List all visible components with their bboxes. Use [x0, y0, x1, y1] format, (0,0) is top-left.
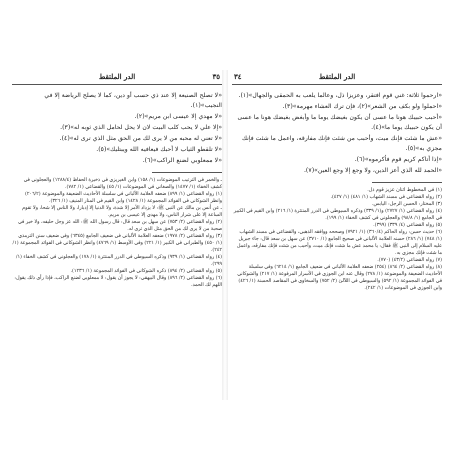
left-running-title: الدر الملتقط — [98, 72, 136, 81]
hadith-line: «لا تعني له محبه من لا يرى لك من الحق مثل الذي ترى له»(٤). — [59, 135, 222, 142]
footnote: ٣) رواه القضاعي (٢/ ١٩٧٨) ضعفه العلامة الألباني في ضعيف الجامع (٦٣٤٥) وفي ضعيف سنن الترمذي ١/ ٤٥٠) والطبراني في الكبير (١/ ٢٢١) وفي الأوسط (١/ ٤٧٦٩) وانظر الشوكاني في الفوائد المجموعة (١/ ٢٤٢). — [12, 234, 222, 253]
right-page-number: ٣٤ — [234, 72, 242, 81]
footnote: (٤) رواه القضاعي (١/ ٢٧٢٧) و(١/ ٣٣٩) وذكره السيوطي في الدرر المنتثرة (١/ ٢١٦) وابن القيم في الكبير في الجامع (١/ ٩٨/٨) والعجلوني في كشف الخفاء (١/ ١٩٩). — [233, 209, 442, 221]
hadith-line: «الحمد لله الذي أعز الدين، ولا وجع إلا وجع العين»(٧). — [303, 167, 442, 174]
footnote: ٤) رواه القضاعي (١/ ٩٣٩) وذكره السيوطي في الدرر المنتثرة (١/ ١٧٨) والعجلوني في كشف الخفاء (١/ ٢٩٩). — [15, 255, 222, 267]
left-page-number: ٣٥ — [212, 72, 220, 81]
hadith-line: «أحبب حبيبك هونا ما عسى أن يكون بغيضك يوما ما وأبغض بغيضك هونا ما عسى أن يكون حبيبك يوما ما»(٤). — [237, 114, 442, 131]
footnote: (٧) رواه القضاعي (٤٣/٢) (٧٧٠). — [377, 258, 442, 263]
left-page-header — [12, 70, 222, 85]
left-page — [12, 70, 222, 400]
hadith-line: «لا تلقطو الثياب لا أحبك فيعافيه الله ويبتليك»(٥). — [96, 146, 222, 153]
hadith-line: «إذا أتاكم كريم قوم فأكرموه»(٦). — [354, 156, 442, 163]
footnote: (٢) رواه القضاعي في مسند الشهاب (١/ ٤٨١) (١/ ٤٢٧). — [330, 195, 442, 200]
footnote: ـ عن أنس بن مالك عن النبي ﷺ: لا يزداد الأمر إلا شدة، ولا الدنيا إلا إدبارا، ولا الناس إلا شحا، ولا تقوم الساعة إلا على شرار الناس، ولا مهدي إلا عيسى بن مريم. — [22, 206, 222, 218]
hadith-line: «ارحموا ثلاثة: غني قوم افتقر، وعزيزا ذل، وعالما يلعب به الحمقى والجهال»(١). — [238, 92, 442, 99]
footnote: ٥) رواه القضاعي (٢/ ٨٩٤) ذكره الشوكاني في الفوائد المجموعة (١/ ١٢٣٦). — [70, 269, 221, 274]
right-running-title: الدر الملتقط — [318, 72, 356, 81]
left-footnotes — [12, 177, 222, 289]
right-main-text — [232, 85, 442, 176]
hadith-line: «لا ممعلوبي لضنع الراكب»(٦). — [142, 157, 222, 164]
footnote: (٨) رواه القضاعي (٢/ ٨٦٤) (٢٥٤) ضعفه العلامة الألباني في ضعيف الجامع (١/ ٦٢١٤) وفي سلسلة الأحاديث الضعيفة والموضوعة (١/ ٢٧٨) وقال عنه ابن الجوزي في الأسرار المرفوعة (١/ ٢١٧) والشوكاني في الفوائد المجموعة (١/ ٥٩٢) والسيوطي في اللآلئ (٢/ ٧٥٢) والسخاوي في المقاصد الحسنة (١/ ٤٢٦) وابن الجوزي في الموضوعات (١/ ٢٤٢). — [237, 265, 442, 291]
hadith-line: «لا مهدي إلا عيسى ابن مريم»(٢). — [134, 113, 222, 120]
footnote: ٦) رواه القضاعي (٢/ ٨٩٦) وقال البيهقي: لا يجوز أن يقول: لا ممعلوبي لضنع الراكب، فإذا رأى ذلك يقول: اللهم لك الحمد. — [14, 276, 222, 288]
footnote-divider — [372, 182, 442, 183]
footnote: (٥) رواه القضاعي (٤/ ٣٣٩) (٣٩٩). — [373, 223, 442, 228]
book-gutter — [222, 70, 228, 400]
footnote: (١) في المخطوط اثنان عزيز قوم ذل. — [367, 188, 442, 193]
right-footnotes — [232, 187, 442, 292]
right-page-header — [232, 70, 442, 85]
footnote: ٢) رواه القضاعي (٢/ ٧٥٣) عن سهل بن سعد قال: قال رسول الله ﷺ: الله عز وجل حليفه، ولا خير في صحبة من لا يرى لك من الحق مثل الذي ترى له. — [18, 220, 222, 232]
hadith-line: «احملوا ولو بكف من الشعر»(٢)، فإن ترك العشاء مهرمة»(٣). — [282, 103, 442, 110]
footnote: (٣) المختار: الحسن الرجل: اليابس. — [371, 202, 442, 207]
footnote: ـ والخمر في الترتيب الموضوعات (١/ ١٥٨) وابن الغيريزي في ذخيرة الحفاظ (١٢٨٨/٤) والعجلوني في كشف الخفاء (١/ ١٤٧٧) والصغاني في الموضوعات (١/ ٤٥) والقضاعي (١/ ٧٨٢). — [23, 178, 222, 190]
hadith-line: «لا تصلح الصنيعة إلا عند ذي حسب أو دين، كما لا يصلح الرياضة إلا في النجيب»(١). — [44, 92, 222, 109]
hadith-line: «عش ما شئت فإنك ميت، وأحبب من شئت فإنك مفارقه، واعمل ما شئت فإنك مجزي به»(٥). — [241, 135, 442, 152]
footnote-divider — [152, 172, 222, 173]
left-main-text — [12, 85, 222, 166]
footnote: (٦) حديث حسن: رواه الحاكم (٣٦٠/٤) (١/ ٧٩٢١) وصححه ووافقه الذهبي، والقضاعي في مسند الشهاب (١/ ٧٤٨) (١/ ٢٨٦) حسنه العلامة الألباني في صحيح الجامع (١/ ٣٧١٠) عن سهل بن سعد قال: جاء جبريل عليه السلام إلى النبي ﷺ فقال: يا محمد عش ما شئت فإنك ميت، وأحبب من شئت فإنك مفارقه، واعمل ما شئت فإنك مجزي به. — [236, 230, 442, 256]
footnote: ١) رواه القضاعي (١/ ٨٩٩) ضعفه العلامة الألباني في سلسلة الأحاديث الضعيفة والموضوعة (٢٠٦/٢) وانظر الشوكاني في الفوائد المجموعة (١/ ١٤٢٨) وابن القيم في المنار المنيف (١/ ٣٢٦). — [24, 192, 222, 204]
hadith-line: «إلا علي لا يحب كلب البيت لان لا يحل لحامل الذي ثوبه له»(٣). — [60, 124, 222, 131]
right-page — [232, 70, 442, 400]
